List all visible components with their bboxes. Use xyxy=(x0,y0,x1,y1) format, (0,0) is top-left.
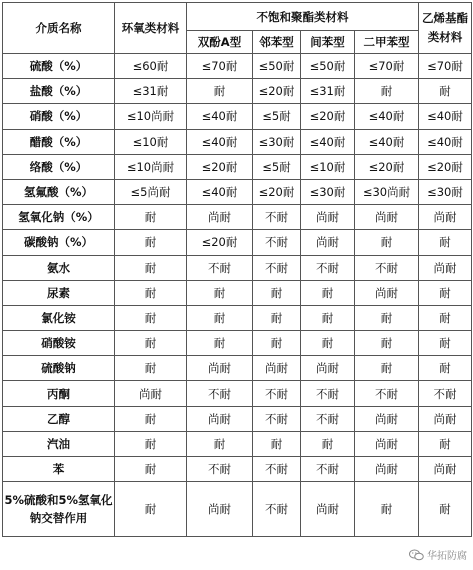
medium-name-cell: 氯化铵 xyxy=(3,305,115,330)
medium-name-cell: 硫酸（%） xyxy=(3,54,115,79)
resistance-cell: ≤10耐 xyxy=(301,154,355,179)
resistance-cell: 耐 xyxy=(419,230,472,255)
resistance-cell: ≤40耐 xyxy=(419,104,472,129)
table-row xyxy=(3,280,472,305)
resistance-cell: 耐 xyxy=(355,482,419,537)
resistance-cell: 耐 xyxy=(187,305,253,330)
resistance-cell: 耐 xyxy=(187,431,253,456)
resistance-cell: 耐 xyxy=(115,305,187,330)
resistance-cell: ≤20耐 xyxy=(301,104,355,129)
header-unsaturated-polyester: 不饱和聚酯类材料 xyxy=(187,3,419,31)
medium-name-cell: 苯 xyxy=(3,457,115,482)
resistance-cell: 耐 xyxy=(187,280,253,305)
resistance-cell: 耐 xyxy=(253,431,301,456)
medium-name-cell: 盐酸（%） xyxy=(3,79,115,104)
resistance-cell: 耐 xyxy=(355,356,419,381)
resistance-cell: 耐 xyxy=(253,305,301,330)
resistance-cell: 耐 xyxy=(301,331,355,356)
resistance-cell: 尚耐 xyxy=(187,356,253,381)
resistance-cell: ≤5尚耐 xyxy=(115,179,187,204)
resistance-cell: 不耐 xyxy=(187,457,253,482)
resistance-cell: ≤30耐 xyxy=(253,129,301,154)
resistance-cell: ≤5耐 xyxy=(253,104,301,129)
resistance-cell: ≤10尚耐 xyxy=(115,154,187,179)
table-row xyxy=(3,104,472,129)
resistance-cell: 不耐 xyxy=(253,255,301,280)
resistance-cell: 不耐 xyxy=(419,381,472,406)
resistance-cell: 耐 xyxy=(115,205,187,230)
resistance-cell: 耐 xyxy=(115,482,187,537)
medium-name-cell: 硝酸（%） xyxy=(3,104,115,129)
resistance-cell: 耐 xyxy=(115,356,187,381)
resistance-cell: 不耐 xyxy=(253,482,301,537)
resistance-cell: ≤60耐 xyxy=(115,54,187,79)
table-row xyxy=(3,457,472,482)
resistance-cell: 尚耐 xyxy=(355,457,419,482)
resistance-cell: 不耐 xyxy=(253,381,301,406)
resistance-cell: 耐 xyxy=(419,356,472,381)
resistance-cell: ≤40耐 xyxy=(187,179,253,204)
header-epoxy: 环氧类材料 xyxy=(115,3,187,54)
resistance-cell: 尚耐 xyxy=(115,381,187,406)
resistance-cell: ≤40耐 xyxy=(187,129,253,154)
table-row xyxy=(3,129,472,154)
resistance-cell: 耐 xyxy=(115,431,187,456)
resistance-cell: ≤20耐 xyxy=(253,179,301,204)
header-vinyl-ester: 乙烯基酯类材料 xyxy=(419,3,472,54)
resistance-cell: 不耐 xyxy=(253,205,301,230)
header-ortho-phthalic: 邻苯型 xyxy=(253,31,301,54)
watermark-text: 华拓防腐 xyxy=(427,551,467,562)
resistance-cell: 耐 xyxy=(355,79,419,104)
resistance-cell: ≤31耐 xyxy=(115,79,187,104)
resistance-cell: 尚耐 xyxy=(301,356,355,381)
table-row xyxy=(3,230,472,255)
resistance-cell: 耐 xyxy=(115,457,187,482)
table-row xyxy=(3,356,472,381)
medium-name-cell: 5%硫酸和5%氢氧化钠交替作用 xyxy=(3,482,115,537)
resistance-cell: 尚耐 xyxy=(419,255,472,280)
table-row xyxy=(3,406,472,431)
resistance-cell: ≤10耐 xyxy=(115,129,187,154)
medium-name-cell: 氨水 xyxy=(3,255,115,280)
resistance-cell: ≤5耐 xyxy=(253,154,301,179)
resistance-cell: 尚耐 xyxy=(301,205,355,230)
table-row xyxy=(3,54,472,79)
table-row xyxy=(3,179,472,204)
resistance-cell: ≤40耐 xyxy=(355,129,419,154)
resistance-cell: 尚耐 xyxy=(301,482,355,537)
resistance-cell: ≤20耐 xyxy=(187,230,253,255)
table-row xyxy=(3,154,472,179)
resistance-cell: ≤50耐 xyxy=(301,54,355,79)
resistance-cell: 耐 xyxy=(301,431,355,456)
resistance-cell: ≤20耐 xyxy=(355,154,419,179)
resistance-cell: 耐 xyxy=(301,280,355,305)
resistance-cell: 耐 xyxy=(253,280,301,305)
resistance-cell: ≤30尚耐 xyxy=(355,179,419,204)
resistance-cell: 尚耐 xyxy=(419,406,472,431)
resistance-cell: 耐 xyxy=(419,79,472,104)
resistance-cell: 尚耐 xyxy=(355,431,419,456)
resistance-cell: 不耐 xyxy=(187,255,253,280)
medium-name-cell: 络酸（%） xyxy=(3,154,115,179)
table-row xyxy=(3,431,472,456)
resistance-cell: ≤31耐 xyxy=(301,79,355,104)
resistance-cell: 尚耐 xyxy=(419,205,472,230)
medium-name-cell: 硝酸铵 xyxy=(3,331,115,356)
resistance-cell: 不耐 xyxy=(301,406,355,431)
table-row xyxy=(3,331,472,356)
resistance-cell: 尚耐 xyxy=(355,406,419,431)
resistance-cell: 不耐 xyxy=(253,406,301,431)
resistance-cell: 尚耐 xyxy=(187,205,253,230)
corrosion-resistance-table xyxy=(2,2,472,537)
table-row xyxy=(3,205,472,230)
medium-name-cell: 氢氟酸（%） xyxy=(3,179,115,204)
medium-name-cell: 乙醇 xyxy=(3,406,115,431)
resistance-cell: 不耐 xyxy=(301,381,355,406)
resistance-cell: 不耐 xyxy=(301,255,355,280)
resistance-cell: 耐 xyxy=(187,331,253,356)
table-row xyxy=(3,305,472,330)
resistance-cell: 耐 xyxy=(115,255,187,280)
table-row xyxy=(3,79,472,104)
resistance-cell: 不耐 xyxy=(355,255,419,280)
resistance-cell: 尚耐 xyxy=(419,457,472,482)
resistance-cell: 耐 xyxy=(419,331,472,356)
resistance-cell: 耐 xyxy=(187,79,253,104)
resistance-cell: ≤30耐 xyxy=(301,179,355,204)
resistance-cell: ≤40耐 xyxy=(187,104,253,129)
resistance-cell: ≤70耐 xyxy=(187,54,253,79)
resistance-cell: 耐 xyxy=(419,482,472,537)
medium-name-cell: 汽油 xyxy=(3,431,115,456)
wechat-icon xyxy=(409,549,424,561)
header-bisphenol-a: 双酚A型 xyxy=(187,31,253,54)
resistance-cell: ≤50耐 xyxy=(253,54,301,79)
medium-name-cell: 硫酸钠 xyxy=(3,356,115,381)
resistance-cell: 耐 xyxy=(419,280,472,305)
resistance-cell: ≤10尚耐 xyxy=(115,104,187,129)
resistance-cell: 不耐 xyxy=(253,457,301,482)
resistance-cell: 耐 xyxy=(355,305,419,330)
medium-name-cell: 尿素 xyxy=(3,280,115,305)
resistance-cell: ≤70耐 xyxy=(419,54,472,79)
table-row xyxy=(3,482,472,537)
watermark xyxy=(409,547,467,562)
resistance-cell: 耐 xyxy=(419,305,472,330)
resistance-cell: 不耐 xyxy=(253,230,301,255)
medium-name-cell: 氢氧化钠（%） xyxy=(3,205,115,230)
resistance-cell: ≤20耐 xyxy=(187,154,253,179)
table-row xyxy=(3,255,472,280)
medium-name-cell: 碳酸钠（%） xyxy=(3,230,115,255)
resistance-cell: ≤40耐 xyxy=(419,129,472,154)
resistance-cell: 耐 xyxy=(301,305,355,330)
resistance-cell: 耐 xyxy=(253,331,301,356)
header-xylene: 二甲苯型 xyxy=(355,31,419,54)
resistance-cell: 耐 xyxy=(115,280,187,305)
resistance-cell: ≤20耐 xyxy=(419,154,472,179)
resistance-cell: 不耐 xyxy=(301,457,355,482)
resistance-cell: 不耐 xyxy=(355,381,419,406)
header-iso-phthalic: 间苯型 xyxy=(301,31,355,54)
resistance-cell: 耐 xyxy=(355,230,419,255)
resistance-cell: 尚耐 xyxy=(355,280,419,305)
table-body xyxy=(3,54,472,537)
resistance-cell: 耐 xyxy=(419,431,472,456)
resistance-cell: 耐 xyxy=(115,331,187,356)
resistance-cell: ≤30耐 xyxy=(419,179,472,204)
table-row xyxy=(3,381,472,406)
medium-name-cell: 醋酸（%） xyxy=(3,129,115,154)
resistance-cell: 尚耐 xyxy=(187,406,253,431)
resistance-cell: 耐 xyxy=(115,230,187,255)
resistance-cell: ≤40耐 xyxy=(355,104,419,129)
header-medium-name: 介质名称 xyxy=(3,3,115,54)
resistance-cell: ≤40耐 xyxy=(301,129,355,154)
resistance-cell: ≤70耐 xyxy=(355,54,419,79)
resistance-cell: 不耐 xyxy=(187,381,253,406)
resistance-cell: 尚耐 xyxy=(253,356,301,381)
resistance-cell: 耐 xyxy=(115,406,187,431)
resistance-cell: ≤20耐 xyxy=(253,79,301,104)
medium-name-cell: 丙酮 xyxy=(3,381,115,406)
resistance-cell: 耐 xyxy=(355,331,419,356)
resistance-cell: 尚耐 xyxy=(301,230,355,255)
resistance-cell: 尚耐 xyxy=(355,205,419,230)
resistance-cell: 尚耐 xyxy=(187,482,253,537)
